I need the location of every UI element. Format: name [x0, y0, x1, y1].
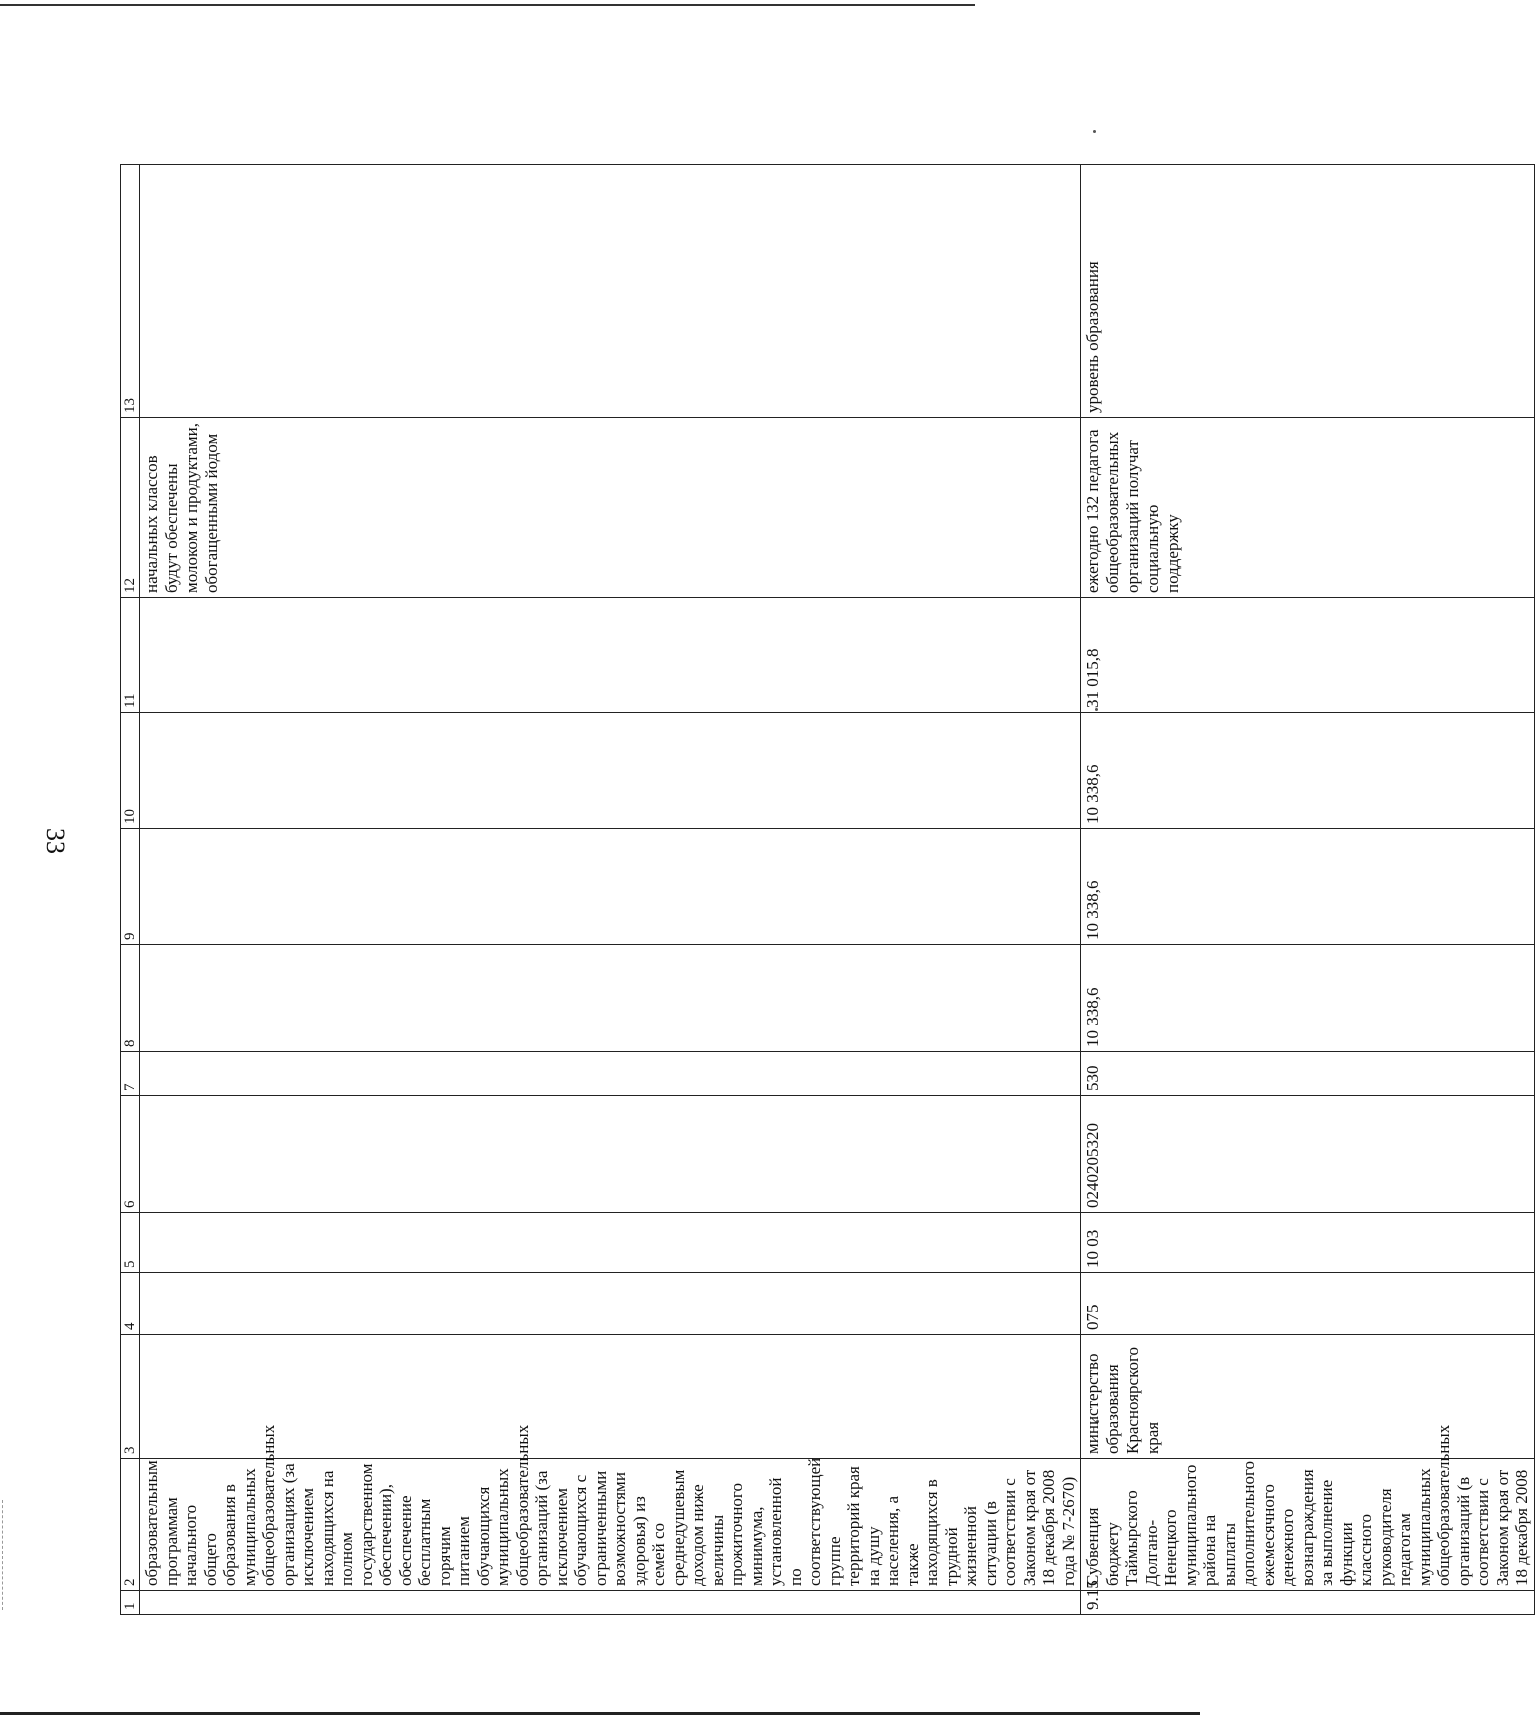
administrator-cell	[140, 1335, 1081, 1459]
expected-result-cell: начальных классов будут обеспечены молоком и продуктами, обогащенными йодом	[140, 418, 1081, 598]
header-cell-3: 3	[121, 1335, 140, 1459]
scan-edge-bottom	[0, 1712, 1200, 1715]
scan-speck	[1093, 130, 1096, 133]
header-cell-1: 1	[121, 1591, 140, 1615]
header-cell-4: 4	[121, 1273, 140, 1335]
header-cell-11: 11	[121, 598, 140, 713]
header-cell-7: 7	[121, 1052, 140, 1096]
rotated-table-container	[120, 165, 1531, 1615]
code-cell	[140, 1273, 1081, 1335]
amount-cell	[140, 829, 1081, 945]
code-cell: 075	[1081, 1273, 1535, 1335]
scan-edge-top	[0, 4, 975, 6]
administrator-cell: министерство образования Красноярского края	[1081, 1335, 1535, 1459]
description-cell: образовательным программам начального общего образования в муниципальных общеобразовательных организациях (за исключением находящихся на полном государственном обеспечении), обеспечение бесплатным горячим питанием обучающихся муниципальных общеобразовательных организаций (за исключением обучающихся с ограниченными возможностями здоровья) из семей со среднедушевым доходом ниже величины прожиточного минимума, установленной по соответствующей группе территорий края на душу населения, а также находящихся в трудной жизненной ситуации (в соответствии с Законом края от 18 декабря 2008 года № 7-2670)	[140, 1459, 1081, 1591]
total-cell	[140, 598, 1081, 713]
header-cell-5: 5	[121, 1213, 140, 1273]
target-article-cell	[140, 1096, 1081, 1213]
row-number-cell	[140, 1591, 1081, 1615]
indicator-cell: уровень образования	[1081, 165, 1535, 418]
description-cell: Субвенция бюджету Таймырского Долгано-Ненецкого муниципального района на выплаты дополнительного ежемесячного денежного вознаграждения за выполнение функции классного руководителя педагогам муниципальных общеобразовательных организаций (в соответствии с Законом края от 18 декабря 2008	[1081, 1459, 1535, 1591]
header-cell-9: 9	[121, 829, 140, 945]
header-cell-8: 8	[121, 945, 140, 1052]
expected-result-cell: ежегодно 132 педагога общеобразовательных организаций получат социальную поддержку	[1081, 418, 1535, 598]
amount-cell	[140, 945, 1081, 1052]
target-article-cell: 0240205320	[1081, 1096, 1535, 1213]
amount-cell: 10 338,6	[1081, 829, 1535, 945]
amount-cell	[140, 713, 1081, 829]
table-row	[1081, 165, 1535, 1615]
header-cell-13: 13	[121, 165, 140, 418]
header-row	[121, 165, 140, 1615]
amount-cell: 10 338,6	[1081, 945, 1535, 1052]
header-cell-10: 10	[121, 713, 140, 829]
amount-cell: 10 338,6	[1081, 713, 1535, 829]
row-number-cell: 9.15	[1081, 1591, 1535, 1615]
header-cell-2: 2	[121, 1459, 140, 1591]
total-cell: 31 015,8	[1081, 598, 1535, 713]
section-cell	[140, 1213, 1081, 1273]
indicator-cell	[140, 165, 1081, 418]
section-cell: 10 03	[1081, 1213, 1535, 1273]
expense-type-cell	[140, 1052, 1081, 1096]
header-cell-6: 6	[121, 1096, 140, 1213]
page-number: 33	[41, 828, 70, 854]
header-cell-12: 12	[121, 418, 140, 598]
budget-table	[120, 164, 1535, 1615]
table-row	[140, 165, 1081, 1615]
scan-edge-left	[2, 1500, 4, 1610]
expense-type-cell: 530	[1081, 1052, 1535, 1096]
